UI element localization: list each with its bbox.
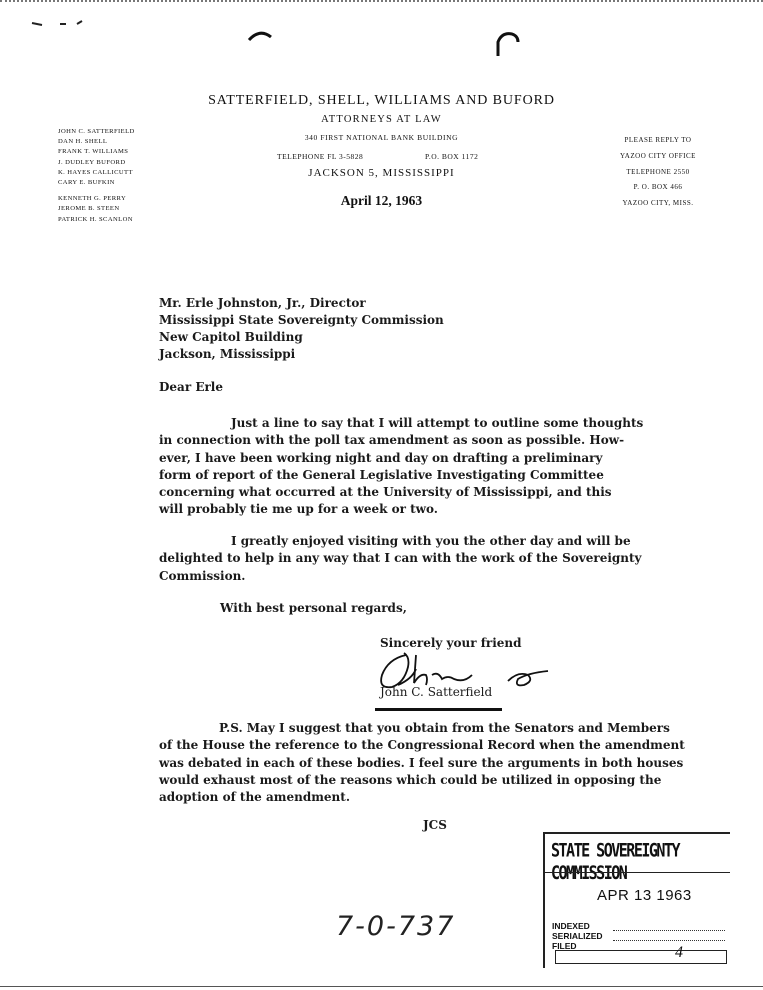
paragraph-line: Commission. (159, 568, 246, 583)
handwritten-file-number: 7-0-737 (336, 911, 456, 942)
associate-name: KENNETH G. PERRY (58, 195, 127, 203)
paragraph-line: delighted to help in any way that I can with the work of the Sovereignty (159, 551, 642, 566)
partner-name: K. HAYES CALLICUTT (58, 168, 133, 176)
salutation: Dear Erle (159, 380, 223, 394)
recipient-line: Mr. Erle Johnston, Jr., Director (159, 296, 366, 310)
partner-name: DAN H. SHELL (58, 138, 108, 146)
paragraph-line: I greatly enjoyed visiting with you the other day and will be (231, 534, 631, 548)
regards-line: With best personal regards, (220, 601, 407, 615)
punch-mark-right (492, 30, 522, 60)
signature-underline (375, 708, 502, 711)
paragraph-line: ever, I have been working night and day on drafting a preliminary (159, 450, 603, 465)
punch-mark-left (246, 28, 274, 46)
bottom-edge-rule (0, 986, 763, 987)
postscript-line: would exhaust most of the reasons which could be utilized in opposing the (159, 772, 662, 787)
body-paragraph-2 (159, 533, 659, 585)
firm-name: SATTERFIELD, SHELL, WILLIAMS AND BUFORD (208, 93, 555, 108)
partner-name: FRANK T. WILLIAMS (58, 148, 129, 156)
postscript-line: P.S. May I suggest that you obtain from the Senators and Members (219, 721, 670, 735)
postscript (159, 720, 685, 806)
associate-name: PATRICK H. SCANLON (58, 215, 133, 223)
paragraph-line: in connection with the poll tax amendment as soon as possible. How- (159, 433, 625, 448)
reply-line: P. O. BOX 466 (633, 183, 683, 192)
corner-marks (30, 14, 90, 30)
recipient-line: New Capitol Building (159, 330, 303, 344)
received-stamp (543, 832, 730, 968)
firm-city: JACKSON 5, MISSISSIPPI (308, 167, 455, 179)
stamp-label-serialized: SERIALIZED (552, 931, 603, 941)
reply-line: YAZOO CITY OFFICE (620, 151, 696, 160)
stamp-label-filed: FILED (552, 941, 577, 951)
body-paragraph-1 (159, 415, 659, 519)
closing-line: Sincerely your friend (380, 636, 522, 650)
letter-date: April 12, 1963 (340, 193, 423, 208)
stamp-handwritten-mark: 4 (675, 944, 683, 961)
paragraph-line: Just a line to say that I will attempt to outline some thoughts (231, 416, 644, 430)
signature-name: John C. Satterfield (380, 685, 493, 699)
firm-po-box: P.O. BOX 1172 (425, 152, 479, 161)
reply-line: TELEPHONE 2550 (626, 167, 690, 176)
partner-name: CARY E. BUFKIN (58, 179, 115, 187)
postscript-line: adoption of the amendment. (159, 790, 350, 805)
partner-name: JOHN C. SATTERFIELD (58, 128, 135, 135)
partner-list (58, 127, 135, 225)
paragraph-line: will probably tie me up for a week or two. (159, 502, 438, 517)
reply-line: PLEASE REPLY TO (624, 136, 692, 144)
stamp-date: APR 13 1963 (597, 887, 692, 904)
paragraph-line: form of report of the General Legislative Investigating Committee (159, 467, 604, 482)
recipient-line: Mississippi State Sovereignty Commission (159, 313, 444, 327)
paragraph-line: concerning what occurred at the University of Mississippi, and this (159, 485, 612, 500)
associate-name: JEROME B. STEEN (58, 205, 120, 213)
typist-initials: JCS (423, 818, 447, 832)
stamp-title: STATE SOVEREIGNTY COMMISSION (551, 839, 680, 884)
postscript-line: was debated in each of these bodies. I feel sure the arguments in both houses (159, 755, 684, 770)
recipient-address (159, 295, 444, 363)
firm-subtitle: ATTORNEYS AT LAW (321, 114, 442, 125)
partner-name: J. DUDLEY BUFORD (58, 158, 126, 166)
postscript-line: of the House the reference to the Congressional Record when the amendment (159, 738, 685, 753)
stamp-label-indexed: INDEXED (552, 921, 590, 931)
recipient-line: Jackson, Mississippi (159, 347, 296, 361)
stamp-entry-box (555, 950, 727, 964)
reply-line: YAZOO CITY, MISS. (622, 199, 694, 208)
firm-telephone: TELEPHONE FL 3-5828 (277, 152, 364, 161)
firm-address: 340 FIRST NATIONAL BANK BUILDING (304, 133, 459, 142)
top-edge-rule (0, 0, 763, 4)
